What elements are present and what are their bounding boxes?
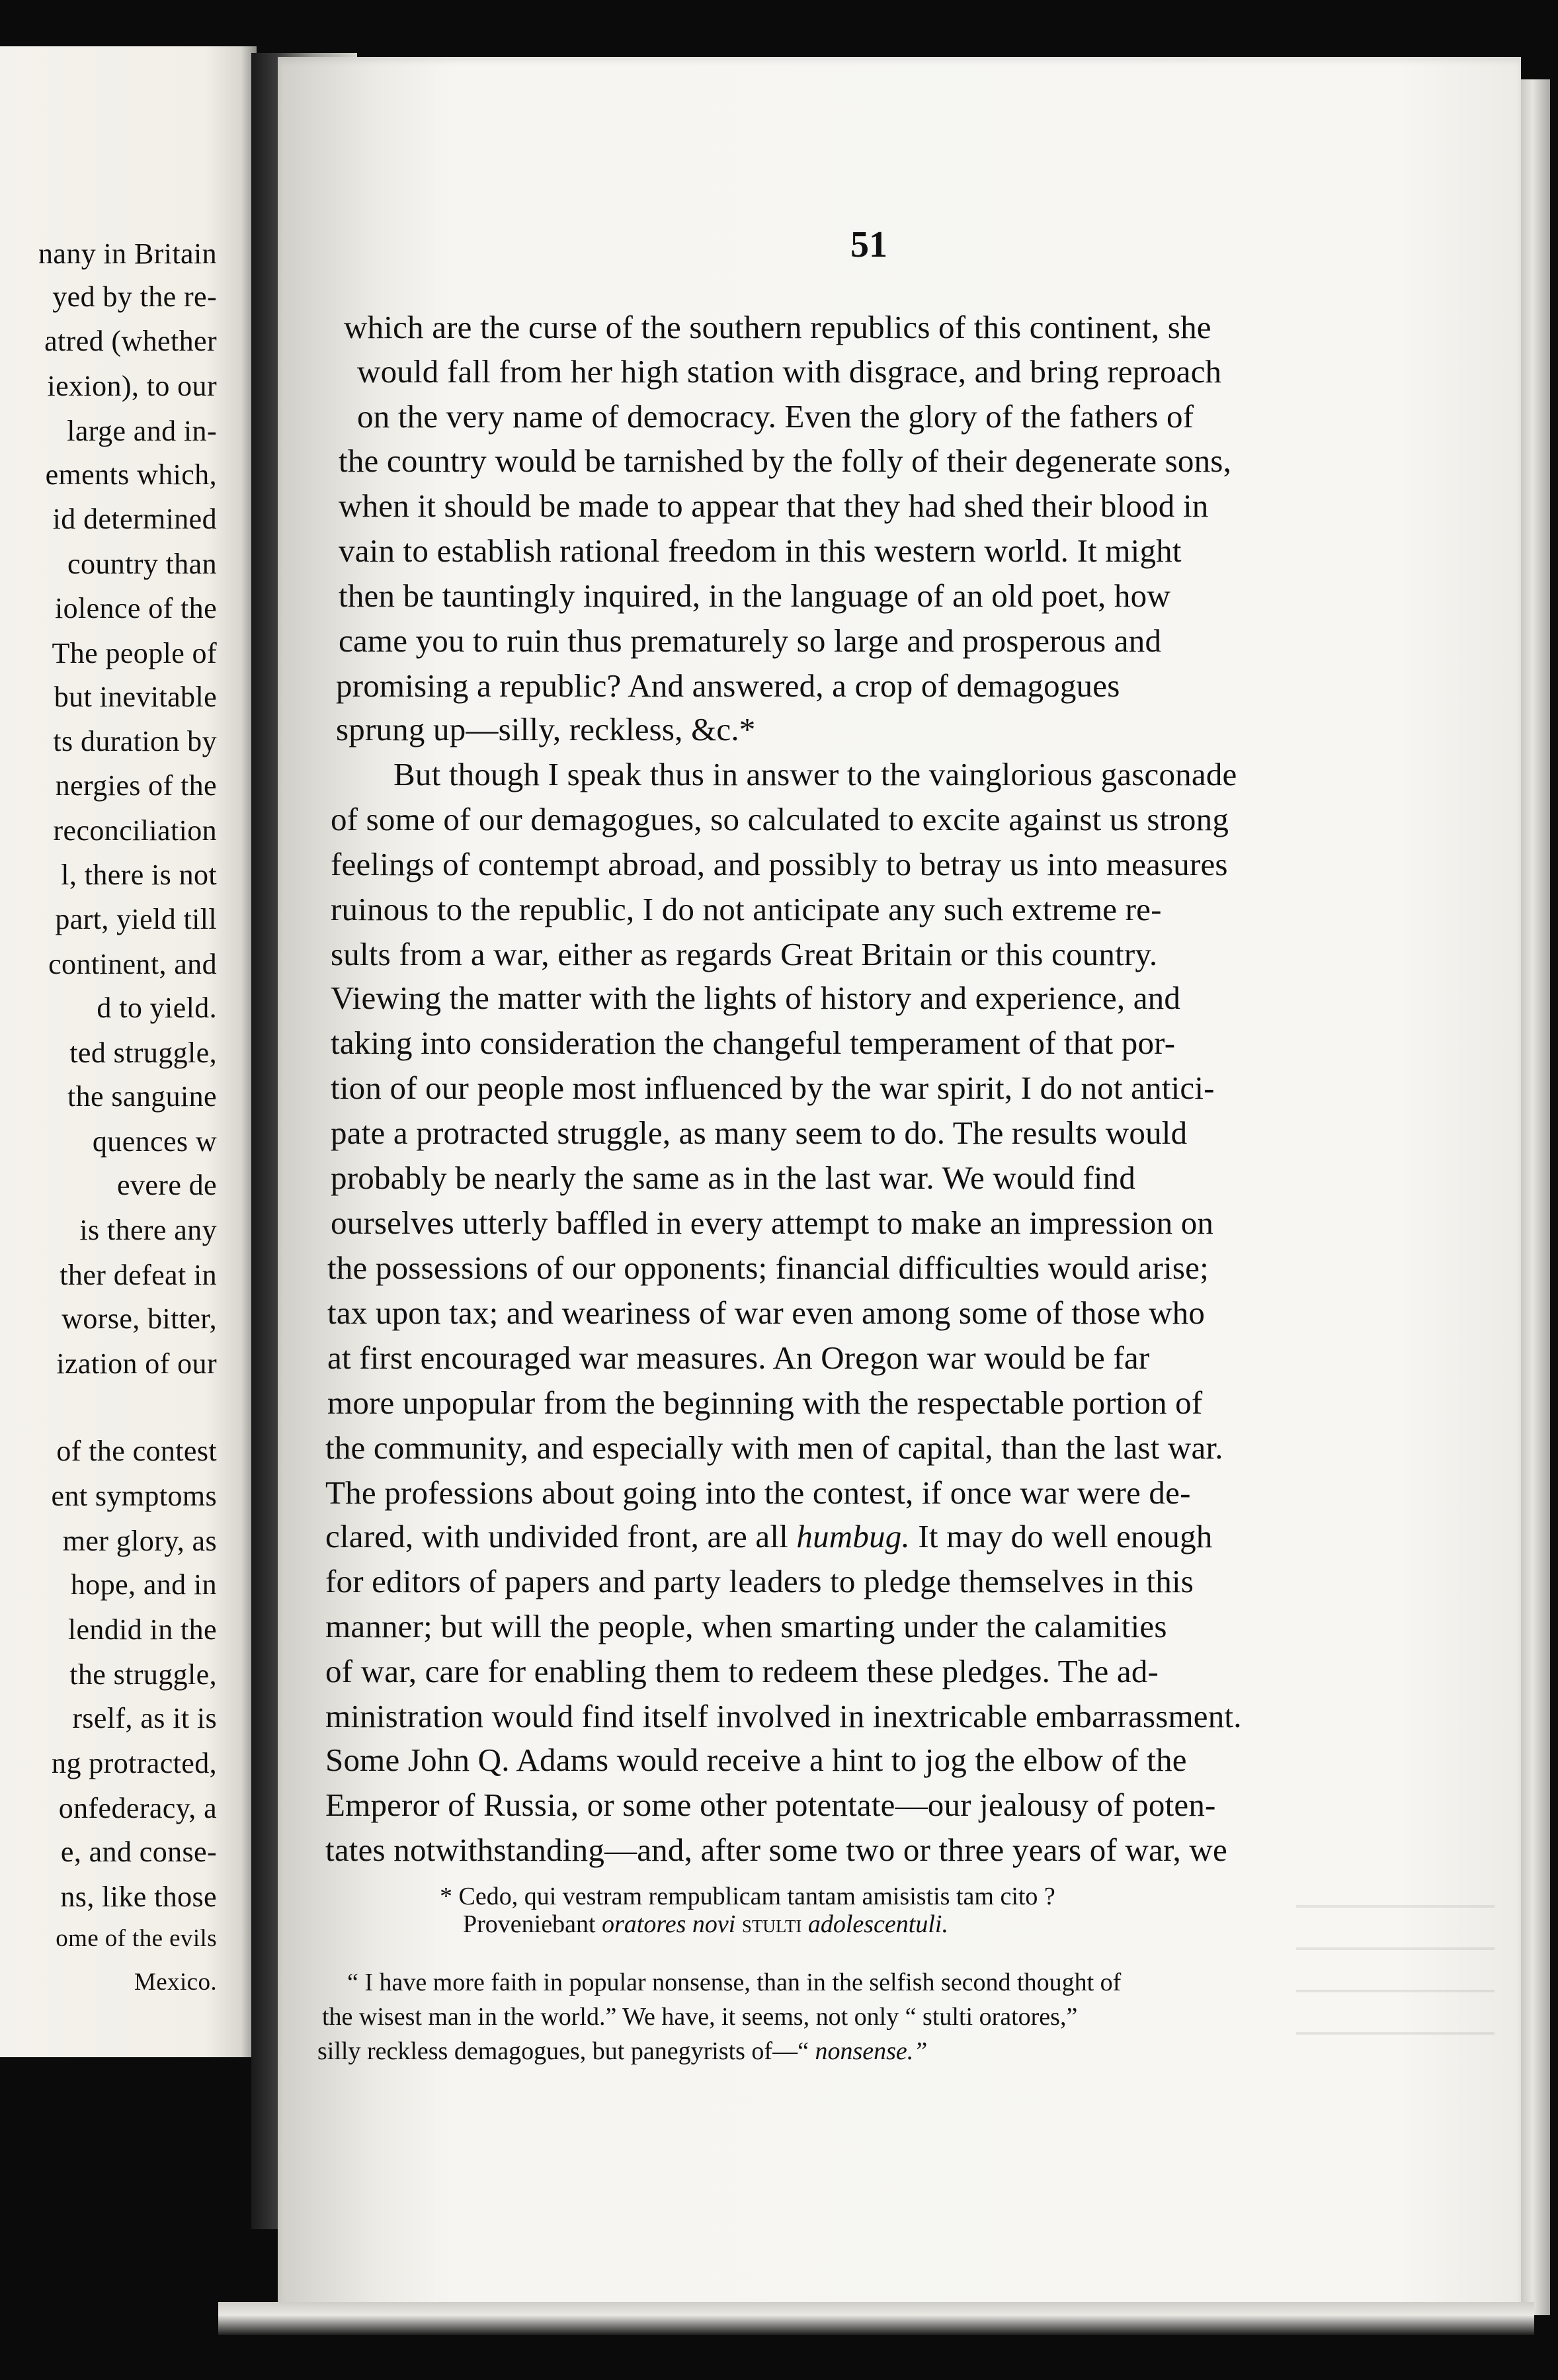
left-page-line: hope, and in: [70, 1568, 217, 1601]
body-line: more unpopular from the beginning with the respectable portion of: [327, 1384, 1203, 1421]
left-page-line: iexion), to our: [47, 370, 217, 402]
body-line: ruinous to the republic, I do not anticipate any such extreme re-: [331, 891, 1162, 927]
body-line: tates notwithstanding—and, after some two or three years of war, we: [325, 1832, 1227, 1868]
body-line: sults from a war, either as regards Great Britain or this country.: [331, 936, 1158, 972]
show-through-text: [1296, 1905, 1495, 2170]
body-line: on the very name of democracy. Even the glory of the fathers of: [357, 398, 1194, 435]
left-page-line: yed by the re-: [52, 280, 217, 313]
left-page-line: onfederacy, a: [58, 1792, 217, 1824]
left-page-line: e, and conse-: [60, 1836, 217, 1868]
body-line: then be tauntingly inquired, in the language of an old poet, how: [339, 577, 1170, 614]
left-page-line: is there any: [79, 1214, 217, 1246]
footnote-line: the wisest man in the world.” We have, it seems, not only “ stulti oratores,”: [322, 2003, 1078, 2031]
body-line: probably be nearly the same as in the last war. We would find: [331, 1160, 1136, 1196]
left-page-line: nergies of the: [55, 769, 217, 802]
left-page-line: atred (whether: [44, 325, 217, 357]
body-line: Emperor of Russia, or some other potentate—our jealousy of poten-: [325, 1787, 1216, 1823]
left-page-line: mer glory, as: [62, 1525, 217, 1557]
left-page-line: large and in-: [67, 415, 217, 447]
body-line: But though I speak thus in answer to the vainglorious gasconade: [393, 756, 1237, 792]
body-line: for editors of papers and party leaders to pledge themselves in this: [325, 1563, 1194, 1599]
footnote-line: “ I have more faith in popular nonsense, than in the selfish second thought of: [347, 1969, 1122, 1996]
left-page-line: d to yield.: [97, 992, 217, 1024]
page-edge-right: [1521, 79, 1550, 2315]
body-line: ourselves utterly baffled in every attempt to make an impression on: [331, 1205, 1214, 1241]
footnote-line: * Cedo, qui vestram rempublicam tantam amisistis tam cito ?: [440, 1883, 1055, 1910]
left-page-line: worse, bitter,: [62, 1302, 217, 1335]
body-line: at first encouraged war measures. An Oregon war would be far: [327, 1339, 1150, 1376]
left-page-line: Mexico.: [134, 1969, 217, 1996]
left-page-line: lendid in the: [67, 1613, 217, 1646]
body-line: Viewing the matter with the lights of history and experience, and: [331, 980, 1181, 1016]
left-page-line: quences w: [92, 1125, 217, 1158]
body-line: would fall from her high station with disgrace, and bring reproach: [357, 353, 1222, 390]
body-line: vain to establish rational freedom in this western world. It might: [339, 532, 1182, 569]
left-page-line: id determined: [52, 503, 217, 535]
body-line: the possessions of our opponents; financial difficulties would arise;: [327, 1250, 1209, 1286]
body-line: clared, with undivided front, are all humbug. It may do well enough: [325, 1518, 1213, 1554]
body-line: sprung up—silly, reckless, &c.*: [336, 711, 756, 747]
left-page-line: ts duration by: [53, 725, 217, 757]
left-page-line: reconciliation: [53, 814, 217, 847]
left-page-line: ng protracted,: [52, 1747, 217, 1779]
body-line: promising a republic? And answered, a crop of demagogues: [336, 667, 1120, 704]
left-page-line: ization of our: [56, 1347, 217, 1380]
footnote-line: silly reckless demagogues, but panegyrists of—“ nonsense.”: [317, 2037, 928, 2065]
left-page-line: ome of the evils: [56, 1925, 217, 1952]
body-line: manner; but will the people, when smarting under the calamities: [325, 1608, 1167, 1644]
left-page-line: the sanguine: [67, 1080, 217, 1113]
left-page-line: ements which,: [45, 458, 217, 491]
left-facing-page: [0, 46, 257, 2057]
body-line: pate a protracted struggle, as many seem to do. The results would: [331, 1115, 1188, 1151]
left-page-line: ted struggle,: [69, 1037, 217, 1069]
body-line: tax upon tax; and weariness of war even among some of those who: [327, 1295, 1206, 1331]
body-line: tion of our people most influenced by the war spirit, I do not antici-: [331, 1070, 1215, 1106]
left-page-line: continent, and: [48, 948, 217, 980]
left-page-line: iolence of the: [54, 592, 217, 624]
body-line: ministration would find itself involved in inextricable embarrassment.: [325, 1698, 1242, 1734]
left-page-line: of the contest: [56, 1435, 217, 1467]
left-page-line: evere de: [117, 1169, 217, 1201]
page-number: 51: [850, 224, 887, 265]
left-page-line: l, there is not: [61, 859, 217, 891]
left-page-line: part, yield till: [55, 903, 217, 935]
left-page-line: rself, as it is: [72, 1702, 217, 1734]
body-line: which are the curse of the southern republics of this continent, she: [344, 309, 1211, 345]
left-page-line: nany in Britain: [38, 237, 217, 270]
page-edge-bottom: [218, 2302, 1534, 2335]
body-line: feelings of contempt abroad, and possibly to betray us into measures: [331, 846, 1228, 882]
left-page-line: ent symptoms: [51, 1480, 217, 1512]
body-line: the community, and especially with men of capital, than the last war.: [325, 1429, 1223, 1466]
body-line: of some of our demagogues, so calculated to excite against us strong: [331, 801, 1229, 837]
left-page-line: the struggle,: [69, 1658, 217, 1691]
body-line: came you to ruin thus prematurely so large and prosperous and: [339, 622, 1162, 659]
footnote-line: Proveniebant oratores novi stulti adolescentuli.: [463, 1910, 948, 1938]
left-page-line: ns, like those: [60, 1881, 217, 1913]
left-page-line: but inevitable: [54, 681, 217, 713]
body-line: taking into consideration the changeful temperament of that por-: [331, 1025, 1176, 1061]
left-page-line: The people of: [52, 637, 217, 669]
body-line: when it should be made to appear that they had shed their blood in: [339, 488, 1209, 524]
body-line: of war, care for enabling them to redeem these pledges. The ad-: [325, 1653, 1159, 1689]
body-line: Some John Q. Adams would receive a hint to jog the elbow of the: [325, 1742, 1187, 1778]
left-page-line: country than: [67, 548, 217, 580]
body-line: the country would be tarnished by the folly of their degenerate sons,: [339, 443, 1232, 479]
body-line: The professions about going into the contest, if once war were de-: [325, 1474, 1191, 1511]
left-page-line: ther defeat in: [60, 1259, 217, 1291]
